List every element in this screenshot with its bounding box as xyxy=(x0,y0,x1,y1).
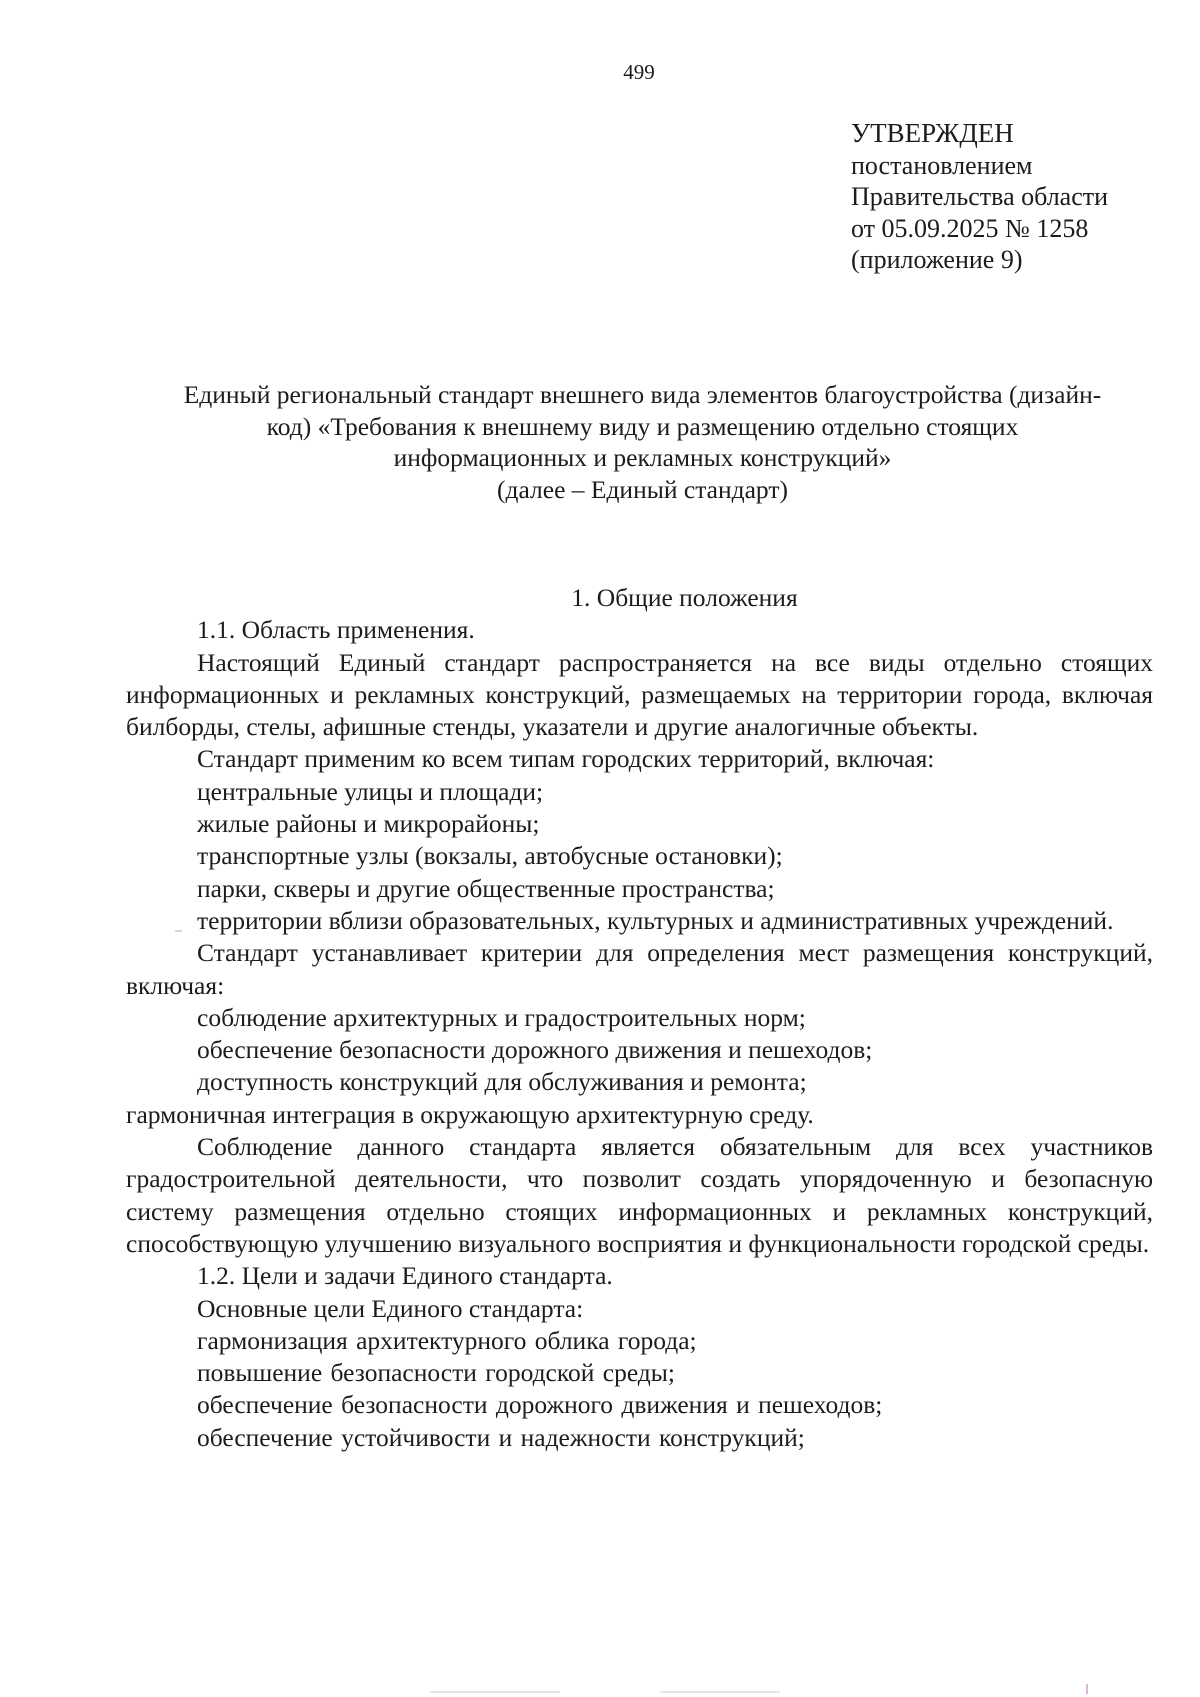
list-item: повышение безопасности городской среды; xyxy=(197,1358,675,1388)
title-line: код) «Требования к внешнему виду и размещению отдельно стоящих xyxy=(266,411,1019,441)
list-item: центральные улицы и площади; xyxy=(197,776,544,806)
subsection-heading: 1.2. Цели и задачи Единого стандарта. xyxy=(197,1261,613,1291)
paragraph: Настоящий Единый стандарт распространяется на все виды отдельно стоящих информационных и рекламных конструкций, размещаемых на территории города, включая билборды, стелы, афишные стенды, указатели и другие аналогичные объекты. xyxy=(126,647,1153,742)
approval-title: УТВЕРЖДЕН xyxy=(851,118,1014,148)
approval-line: от 05.09.2025 № 1258 xyxy=(851,213,1089,243)
subsection-heading: 1.1. Область применения. xyxy=(197,615,475,645)
document-body xyxy=(126,582,1153,1454)
paragraph: Соблюдение данного стандарта является обязательным для всех участников градостроительной деятельности, что позволит создать упорядоченную и безопасную систему размещения отдельно стоящих информационных и рекламных конструкций, способствующую улучшению визуального восприятия и функциональности городской среды. xyxy=(126,1132,1153,1258)
title-line: информационных и рекламных конструкций» xyxy=(393,443,892,472)
list-item: жилые районы и микрорайоны; xyxy=(197,809,540,839)
scan-artifact xyxy=(1086,1684,1088,1694)
paragraph: Стандарт применим ко всем типам городских территорий, включая: xyxy=(197,744,935,774)
approval-line: (приложение 9) xyxy=(851,245,1023,274)
title-line: (далее – Единый стандарт) xyxy=(497,474,788,504)
list-item: доступность конструкций для обслуживания и ремонта; xyxy=(197,1067,807,1097)
list-item: территории вблизи образовательных, культурных и административных учреждений. xyxy=(197,905,1114,935)
title-line: Единый региональный стандарт внешнего вида элементов благоустройства (дизайн- xyxy=(183,380,1102,409)
list-item: транспортные узлы (вокзалы, автобусные остановки); xyxy=(197,841,783,871)
list-item: обеспечение безопасности дорожного движения и пешеходов; xyxy=(197,1390,883,1420)
section-heading: 1. Общие положения xyxy=(571,583,798,612)
scan-artifact xyxy=(175,930,182,932)
scan-artifact xyxy=(660,1691,780,1693)
document-title xyxy=(125,379,1160,505)
approval-line: Правительства области xyxy=(851,182,1109,211)
list-item: гармоничная интеграция в окружающую архитектурную среду. xyxy=(126,1099,814,1129)
paragraph: Стандарт устанавливает критерии для определения мест размещения конструкций, включая: xyxy=(126,938,1153,1000)
approval-line: постановлением xyxy=(851,150,1033,180)
approval-stamp xyxy=(851,118,1108,276)
scan-artifact xyxy=(430,1691,560,1693)
list-item: гармонизация архитектурного облика города; xyxy=(197,1325,697,1355)
list-item: парки, скверы и другие общественные пространства; xyxy=(197,873,775,903)
list-item: соблюдение архитектурных и градостроительных норм; xyxy=(197,1002,806,1032)
list-item: обеспечение безопасности дорожного движения и пешеходов; xyxy=(197,1035,873,1065)
page-number: 499 xyxy=(623,60,655,84)
paragraph: Основные цели Единого стандарта: xyxy=(197,1293,584,1323)
list-item: обеспечение устойчивости и надежности конструкций; xyxy=(197,1422,805,1452)
